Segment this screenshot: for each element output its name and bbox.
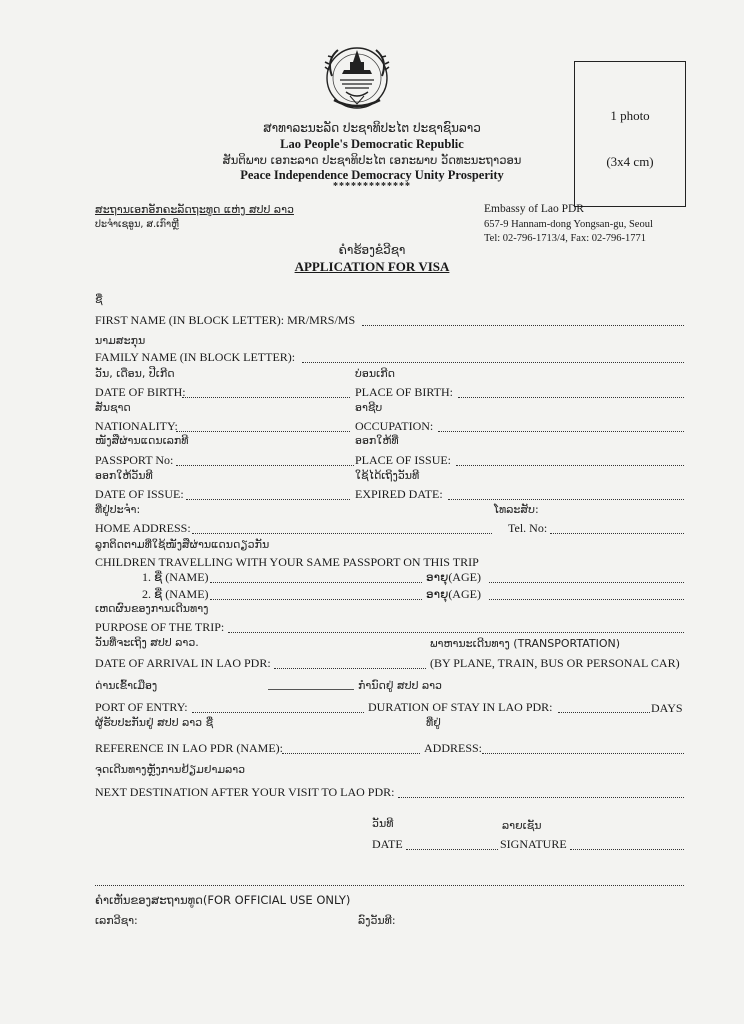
child1-age-field[interactable] [489,582,684,583]
stay-lao: ກຳນົດຢູ່ ສປປ ລາວ [358,679,442,692]
arrival-field[interactable] [274,668,426,669]
first-name-label: FIRST NAME (IN BLOCK LETTER): MR/MRS/MS [95,313,356,327]
header-lao-motto: ສັນຕິພາບ ເອກະລາດ ປະຊາທິປະໄຕ ເອກະພາບ ວັດທະນະຖາວອນ [222,153,522,167]
first-name-field[interactable] [362,325,684,326]
dob-label: DATE OF BIRTH: [95,385,186,399]
tel-label: Tel. No: [508,521,548,535]
children-label: CHILDREN TRAVELLING WITH YOUR SAME PASSPORT ON THIS TRIP [95,555,479,569]
ref-address-field[interactable] [482,753,684,754]
signature-lao: ລາຍເຊັນ [502,819,542,832]
occupation-label: OCCUPATION: [355,419,434,433]
poi-field[interactable] [456,465,684,466]
embassy-name: Embassy of Lao PDR [484,203,584,215]
separator-line [95,885,684,886]
expired-label: EXPIRED DATE: [355,487,443,501]
header-stars: ************* [333,181,411,192]
days-label: DAYS [651,701,683,715]
nationality-label: NATIONALITY: [95,419,178,433]
nationality-field[interactable] [176,431,350,432]
arrival-lao: ວັນທີ່ຈະເຖິງ ສປປ ລາວ. [95,636,199,649]
passport-label: PASSPORT No: [95,453,174,467]
entry-label: PORT OF ENTRY: [95,700,188,714]
embassy-lao-name: ສະຖານເອກອັກຄະລັດຖະທູດ ແຫ່ງ ສປປ ລາວ [95,203,294,216]
doi-label: DATE OF ISSUE: [95,487,184,501]
lao-emblem [320,40,394,116]
title: APPLICATION FOR VISA [294,259,450,274]
child2-age-label: ອາຍຸ(AGE) [426,587,481,601]
expired-field[interactable] [448,499,684,500]
purpose-lao: ເຫດຜົນຂອງການເດີນທາງ [95,602,209,615]
home-field[interactable] [192,533,492,534]
child2-label: 2. ຊື່ (NAME) [142,587,209,601]
date-label: DATE [372,837,403,851]
child1-name-field[interactable] [210,582,422,583]
child2-name-field[interactable] [210,599,422,600]
official-heading: ຄຳເຫັນຂອງສະຖານທູດ(FOR OFFICIAL USE ONLY) [95,893,351,907]
purpose-label: PURPOSE OF THE TRIP: [95,620,225,634]
tel-field[interactable] [550,533,684,534]
signature-field[interactable] [570,849,684,850]
signature-label: SIGNATURE [500,837,567,851]
family-name-lao: ນາມສະກຸນ [95,334,146,347]
official-visa-no: ເລກວີຊາ: [95,914,138,927]
official-visa-date: ລົງວັນທີ: [358,914,396,927]
ref-address-label: ADDRESS: [424,741,483,755]
entry-field[interactable] [192,712,364,713]
entry-lao: ດ່ານເຂົ້າເມືອງ [95,679,158,692]
date-lao: ວັນທີ [372,817,394,830]
embassy-address: 657-9 Hannam-dong Yongsan-gu, Seoul [484,219,653,230]
home-label: HOME ADDRESS: [95,521,191,535]
dob-field[interactable] [182,397,350,398]
reference-field[interactable] [282,753,420,754]
doi-lao: ອອກໃຫ້ວັນທີ [95,469,153,482]
header-lao-republic: ສາທາລະນະລັດ ປະຊາທິປະໄຕ ປະຊາຊົນລາວ [263,121,481,135]
family-name-field[interactable] [302,362,684,363]
child1-label: 1. ຊື່ (NAME) [142,570,209,584]
title-lao: ຄຳຮ້ອງຂໍວີຊາ [338,243,406,257]
reference-lao: ຜູ້ຮັບປະກັນຢູ່ ສປປ ລາວ ຊື່ [95,716,214,729]
transport-lao: ພາຫານະເດີນທາງ (TRANSPORTATION) [430,637,621,650]
family-name-label: FAMILY NAME (IN BLOCK LETTER): [95,350,296,364]
stay-lao-underline [268,689,354,690]
embassy-tel: Tel: 02-796-1713/4, Fax: 02-796-1771 [484,233,646,244]
photo-label: 1 photo [610,108,650,123]
ref-address-lao: ທີ່ຢູ່ [426,716,441,729]
reference-label: REFERENCE IN LAO PDR (NAME): [95,741,283,755]
stay-field[interactable] [558,712,650,713]
arrival-label: DATE OF ARRIVAL IN LAO PDR: [95,656,271,670]
next-lao: ຈຸດເດີນທາງຫຼັງການຢ້ຽມຢາມລາວ [95,763,246,776]
photo-box[interactable] [574,61,686,207]
next-label: NEXT DESTINATION AFTER YOUR VISIT TO LAO PDR: [95,785,395,799]
occupation-field[interactable] [438,431,684,432]
doi-field[interactable] [186,499,350,500]
embassy-lao-city: ປະຈຳເຊອູນ, ສ.ເກົາຫຼີ [95,219,179,230]
purpose-field[interactable] [228,632,684,633]
tel-lao: ໂທລະສັບ: [494,503,539,516]
passport-field[interactable] [176,465,354,466]
date-field[interactable] [406,849,498,850]
dob-lao: ວັນ, ເດືອນ, ປີເກີດ [95,367,175,380]
next-field[interactable] [398,797,684,798]
expired-lao: ໃຊ້ໄດ້ເຖິງວັນທີ [355,469,420,482]
passport-lao: ໜັງສືຜ່ານແດນເລກທີ [95,434,189,447]
pob-lao: ບ່ອນເກີດ [355,367,395,380]
poi-lao: ອອກໃຫ້ທີ່ [355,434,399,447]
occupation-lao: ອາຊີບ [355,401,383,414]
pob-label: PLACE OF BIRTH: [355,385,453,399]
transport-options: (BY PLANE, TRAIN, BUS OR PERSONAL CAR) [430,656,680,670]
poi-label: PLACE OF ISSUE: [355,453,452,467]
home-lao: ທີ່ຢູ່ປະຈຳ: [95,503,141,516]
header-republic: Lao People's Democratic Republic [280,137,464,151]
children-lao: ລູກຕິດຕາມທີ່ໃຊ້ໜັງສືຜ່ານແດນດຽວກັນ [95,538,270,551]
pob-field[interactable] [458,397,684,398]
photo-size: (3x4 cm) [606,154,654,169]
stay-label: DURATION OF STAY IN LAO PDR: [368,700,553,714]
child1-age-label: ອາຍຸ(AGE) [426,570,481,584]
header-motto: Peace Independence Democracy Unity Prosperity [240,168,504,182]
nationality-lao: ສັນຊາດ [95,401,131,414]
child2-age-field[interactable] [489,599,684,600]
first-name-lao: ຊື່ [95,293,103,306]
